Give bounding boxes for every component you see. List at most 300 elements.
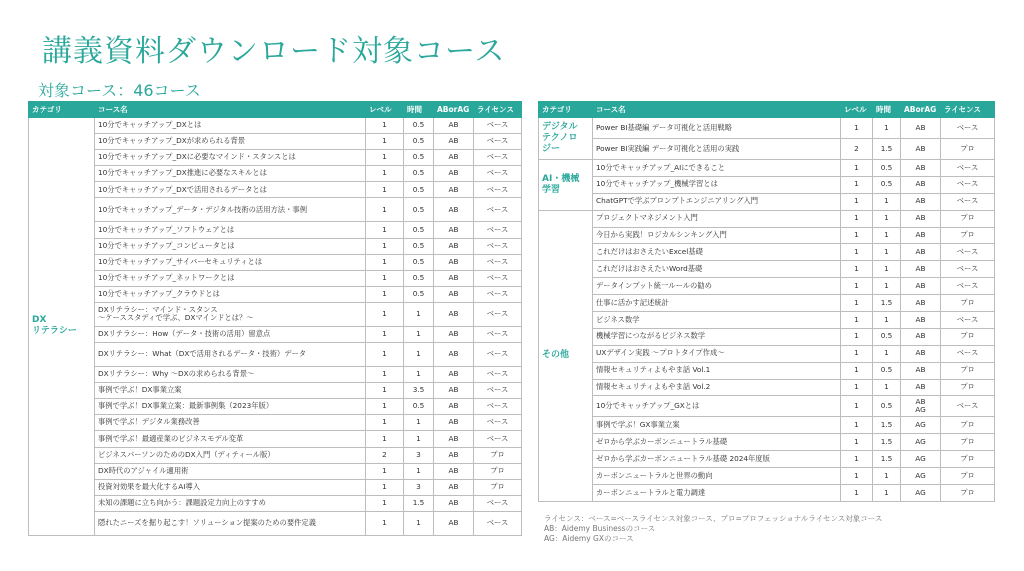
ab-or-ag-cell: AB [901, 118, 941, 139]
time-cell: 1 [873, 485, 901, 502]
level-cell: 1 [841, 362, 873, 379]
table-row [539, 451, 995, 468]
level-cell: 1 [841, 227, 873, 244]
table-row [539, 485, 995, 502]
course-name-cell: 隠れたニーズを掘り起こす！ソリューション提案のための要件定義 [95, 511, 366, 535]
ab-or-ag-cell: AB [434, 198, 474, 222]
table-row [539, 210, 995, 227]
ab-or-ag-cell: AB [901, 345, 941, 362]
time-cell: 0.5 [404, 166, 434, 182]
ab-or-ag-cell: AB [901, 227, 941, 244]
level-cell: 1 [366, 383, 404, 399]
level-cell: 1 [841, 434, 873, 451]
course-name-cell: これだけはおさえたいWord基礎 [593, 261, 841, 278]
table-row [539, 468, 995, 485]
table-row [539, 227, 995, 244]
course-name-cell: 事例で学ぶ！DX事業立案 [95, 383, 366, 399]
table-row [29, 270, 522, 286]
ab-or-ag-cell: AB [434, 326, 474, 342]
course-name-cell: 10分でキャッチアップ_ソフトウェアとは [95, 222, 366, 238]
license-cell: ベース [474, 326, 522, 342]
course-name-cell: DXリテラシー：Why ～DXの求められる背景～ [95, 367, 366, 383]
ab-or-ag-cell: AB [901, 244, 941, 261]
time-cell: 0.5 [873, 396, 901, 417]
course-name-cell: ビジネスパーソンのためのDX入門（ディティール版） [95, 447, 366, 463]
course-name-cell: 10分でキャッチアップ_サイバーセキュリティとは [95, 254, 366, 270]
course-name-cell: 事例で学ぶ！DX事業立案：最新事例集（2023年版） [95, 399, 366, 415]
ag-note: AG：Aidemy GXのコース [544, 534, 634, 543]
license-cell: プロ [474, 479, 522, 495]
time-cell: 1 [404, 511, 434, 535]
time-cell: 1.5 [873, 417, 901, 434]
table-row [29, 511, 522, 535]
license-cell: ベース [474, 150, 522, 166]
time-cell: 1 [873, 193, 901, 210]
time-cell: 0.5 [404, 150, 434, 166]
time-cell: 1.5 [404, 495, 434, 511]
header-level: レベル [366, 102, 404, 118]
license-cell: プロ [941, 485, 995, 502]
license-cell: プロ [941, 417, 995, 434]
header-time: 時間 [873, 102, 901, 118]
header-ab-or-ag: ABorAG [434, 102, 474, 118]
table-row [29, 166, 522, 182]
course-name-cell: DXリテラシー：マインド・スタンス ～ケーススタディで学ぶ、DXマインドとは？～ [95, 302, 366, 326]
level-cell: 1 [841, 451, 873, 468]
license-cell: プロ [941, 295, 995, 312]
license-cell: プロ [941, 227, 995, 244]
ab-or-ag-cell: AB [901, 176, 941, 193]
time-cell: 1 [873, 261, 901, 278]
ab-or-ag-cell: AG [901, 485, 941, 502]
license-cell: プロ [941, 468, 995, 485]
ab-or-ag-cell: AB [434, 238, 474, 254]
table-row [29, 463, 522, 479]
level-cell: 1 [366, 511, 404, 535]
table-row [539, 261, 995, 278]
course-name-cell: ChatGPTで学ぶプロンプトエンジニアリング入門 [593, 193, 841, 210]
ab-or-ag-cell: AB [434, 222, 474, 238]
course-name-cell: UXデザイン実践 ～プロトタイプ作成～ [593, 345, 841, 362]
ab-or-ag-cell: AB [434, 447, 474, 463]
table-row [539, 417, 995, 434]
time-cell: 1 [873, 210, 901, 227]
ab-or-ag-cell: AG [901, 468, 941, 485]
license-cell: ベース [474, 134, 522, 150]
table-row [29, 150, 522, 166]
table-row [29, 198, 522, 222]
course-name-cell: プロジェクトマネジメント入門 [593, 210, 841, 227]
table-row [29, 118, 522, 134]
time-cell: 0.5 [404, 222, 434, 238]
time-cell: 1.5 [873, 451, 901, 468]
course-name-cell: これだけはおさえたいExcel基礎 [593, 244, 841, 261]
level-cell: 1 [366, 495, 404, 511]
table-row [29, 343, 522, 367]
ab-or-ag-cell: AG [901, 417, 941, 434]
course-name-cell: 10分でキャッチアップ_クラウドとは [95, 286, 366, 302]
time-cell: 0.5 [404, 134, 434, 150]
level-cell: 1 [841, 118, 873, 139]
course-name-cell: 10分でキャッチアップ_データ・デジタル技術の活用方法・事例 [95, 198, 366, 222]
ab-or-ag-cell: AB [434, 495, 474, 511]
ab-or-ag-cell: AB [434, 415, 474, 431]
ab-or-ag-cell: AB [434, 182, 474, 198]
course-name-cell: 今日から実践！ロジカルシンキング入門 [593, 227, 841, 244]
course-count: 対象コース：46コース [38, 81, 201, 100]
table-row [29, 399, 522, 415]
time-cell: 1 [873, 244, 901, 261]
ab-or-ag-cell: AB [434, 166, 474, 182]
category-cell: AI・機械 学習 [539, 160, 593, 211]
header-course-name: コース名 [593, 102, 841, 118]
time-cell: 0.5 [404, 399, 434, 415]
level-cell: 1 [366, 415, 404, 431]
level-cell: 1 [841, 396, 873, 417]
time-cell: 1 [404, 343, 434, 367]
course-name-cell: DXリテラシー：How（データ・技術の活用）留意点 [95, 326, 366, 342]
header-license: ライセンス [474, 102, 522, 118]
category-cell: DX リテラシー [29, 118, 95, 536]
level-cell: 1 [366, 463, 404, 479]
table-row [539, 278, 995, 295]
ab-or-ag-cell: AB [434, 431, 474, 447]
time-cell: 1.5 [873, 295, 901, 312]
level-cell: 1 [841, 261, 873, 278]
license-cell: ベース [474, 166, 522, 182]
table-row [539, 379, 995, 396]
course-name-cell: 情報セキュリティよもやま話 Vol.2 [593, 379, 841, 396]
course-name-cell: 機械学習につながるビジネス数学 [593, 328, 841, 345]
time-cell: 1 [404, 302, 434, 326]
table-row [29, 431, 522, 447]
level-cell: 1 [841, 244, 873, 261]
level-cell: 1 [841, 312, 873, 329]
time-cell: 1 [873, 468, 901, 485]
time-cell: 0.5 [404, 118, 434, 134]
level-cell: 1 [841, 468, 873, 485]
time-cell: 1.5 [873, 139, 901, 160]
ab-or-ag-cell: AB [434, 367, 474, 383]
license-cell: ベース [941, 176, 995, 193]
header-license: ライセンス [941, 102, 995, 118]
course-name-cell: 10分でキャッチアップ_コンピュータとは [95, 238, 366, 254]
right-course-table [538, 101, 995, 502]
header-course-name: コース名 [95, 102, 366, 118]
course-name-cell: 事例で学ぶ！デジタル業務改善 [95, 415, 366, 431]
time-cell: 1 [873, 345, 901, 362]
course-name-cell: 10分でキャッチアップ_ネットワークとは [95, 270, 366, 286]
time-cell: 3 [404, 447, 434, 463]
level-cell: 1 [366, 134, 404, 150]
level-cell: 1 [366, 270, 404, 286]
level-cell: 1 [366, 150, 404, 166]
ab-or-ag-cell: AB [901, 295, 941, 312]
course-name-cell: 投資対効果を最大化するAI導入 [95, 479, 366, 495]
license-cell: ベース [941, 312, 995, 329]
level-cell: 1 [366, 302, 404, 326]
course-name-cell: 仕事に活かす記述統計 [593, 295, 841, 312]
category-cell: デジタル テクノロ ジー [539, 118, 593, 160]
table-row [29, 286, 522, 302]
table-row [29, 222, 522, 238]
time-cell: 0.5 [404, 238, 434, 254]
table-row [539, 434, 995, 451]
ab-note: AB：Aidemy Businessのコース [544, 524, 656, 533]
time-cell: 1.5 [873, 434, 901, 451]
level-cell: 1 [366, 367, 404, 383]
time-cell: 1 [873, 227, 901, 244]
table-row [29, 238, 522, 254]
license-cell: プロ [941, 210, 995, 227]
ab-or-ag-cell: AB [901, 160, 941, 177]
time-cell: 1 [404, 326, 434, 342]
course-name-cell: 未知の課題に立ち向かう：課題設定力向上のすすめ [95, 495, 366, 511]
ab-or-ag-cell: AB [901, 328, 941, 345]
course-name-cell: データインプット統一ルールの勧め [593, 278, 841, 295]
level-cell: 1 [841, 193, 873, 210]
license-cell: プロ [941, 328, 995, 345]
ab-or-ag-cell: AB [901, 278, 941, 295]
course-name-cell: 事例で学ぶ！最適産業のビジネスモデル変革 [95, 431, 366, 447]
table-row [29, 182, 522, 198]
license-cell: ベース [474, 302, 522, 326]
course-name-cell: Power BI実践編 データ可視化と活用の実践 [593, 139, 841, 160]
time-cell: 0.5 [873, 362, 901, 379]
level-cell: 1 [841, 176, 873, 193]
time-cell: 0.5 [404, 254, 434, 270]
level-cell: 1 [366, 254, 404, 270]
time-cell: 1 [404, 463, 434, 479]
ab-or-ag-cell: AB [434, 150, 474, 166]
course-name-cell: 10分でキャッチアップ_DXとは [95, 118, 366, 134]
table-header-row [29, 102, 522, 118]
license-cell: ベース [474, 383, 522, 399]
table-row [29, 134, 522, 150]
time-cell: 0.5 [873, 176, 901, 193]
level-cell: 1 [841, 295, 873, 312]
ab-or-ag-cell: AB [434, 286, 474, 302]
license-cell: プロ [474, 463, 522, 479]
level-cell: 1 [841, 485, 873, 502]
ab-or-ag-cell: AB [434, 302, 474, 326]
level-cell: 1 [841, 328, 873, 345]
table-row [539, 160, 995, 177]
course-name-cell: DXリテラシー：What（DXで活用されるデータ・技術）データ [95, 343, 366, 367]
ab-or-ag-cell: AB [434, 463, 474, 479]
level-cell: 1 [366, 166, 404, 182]
course-name-cell: 事例で学ぶ！GX事業立案 [593, 417, 841, 434]
license-cell: ベース [474, 343, 522, 367]
level-cell: 1 [366, 182, 404, 198]
level-cell: 1 [366, 326, 404, 342]
ab-or-ag-cell: AB [434, 511, 474, 535]
course-name-cell: 10分でキャッチアップ_DXで活用されるデータとは [95, 182, 366, 198]
level-cell: 1 [366, 343, 404, 367]
ab-or-ag-cell: AB [434, 479, 474, 495]
level-cell: 1 [841, 379, 873, 396]
course-name-cell: 10分でキャッチアップ_DXが求められる背景 [95, 134, 366, 150]
page-title: 講義資料ダウンロード対象コース [42, 34, 506, 69]
time-cell: 1 [404, 367, 434, 383]
level-cell: 1 [841, 417, 873, 434]
time-cell: 1 [404, 415, 434, 431]
license-cell: ベース [474, 286, 522, 302]
course-name-cell: ゼロから学ぶカーボンニュートラル基礎 [593, 434, 841, 451]
table-row [29, 415, 522, 431]
license-cell: ベース [941, 345, 995, 362]
ab-or-ag-cell: AB [901, 261, 941, 278]
ab-or-ag-cell: AB [434, 383, 474, 399]
header-ab-or-ag: ABorAG [901, 102, 941, 118]
license-cell: ベース [474, 238, 522, 254]
course-name-cell: 10分でキャッチアップ_機械学習とは [593, 176, 841, 193]
license-cell: ベース [941, 278, 995, 295]
ab-or-ag-cell: AB [434, 270, 474, 286]
table-row [539, 118, 995, 139]
time-cell: 0.5 [404, 198, 434, 222]
course-name-cell: 10分でキャッチアップ_AIにできること [593, 160, 841, 177]
level-cell: 1 [366, 479, 404, 495]
level-cell: 1 [366, 431, 404, 447]
time-cell: 0.5 [404, 286, 434, 302]
table-row [539, 396, 995, 417]
ab-or-ag-cell: AB [901, 193, 941, 210]
license-cell: ベース [474, 495, 522, 511]
license-cell: ベース [474, 511, 522, 535]
table-row [539, 176, 995, 193]
course-name-cell: カーボンニュートラルと世界の動向 [593, 468, 841, 485]
level-cell: 2 [841, 139, 873, 160]
header-category: カテゴリ [29, 102, 95, 118]
ab-or-ag-cell: AB [434, 399, 474, 415]
license-cell: プロ [941, 139, 995, 160]
table-row [539, 139, 995, 160]
level-cell: 1 [366, 118, 404, 134]
time-cell: 0.5 [404, 182, 434, 198]
table-row [539, 295, 995, 312]
time-cell: 3 [404, 479, 434, 495]
license-cell: ベース [474, 198, 522, 222]
level-cell: 2 [366, 447, 404, 463]
ab-or-ag-cell: AB [434, 254, 474, 270]
license-cell: ベース [941, 396, 995, 417]
license-note: ライセンス：ベース=ベースライセンス対象コース、プロ=プロフェッショナルライセンス対象コース [544, 514, 883, 523]
course-name-cell: DX時代のアジャイル適用術 [95, 463, 366, 479]
level-cell: 1 [366, 286, 404, 302]
time-cell: 1 [873, 312, 901, 329]
ab-or-ag-cell: AB [901, 210, 941, 227]
time-cell: 1 [873, 118, 901, 139]
license-cell: ベース [474, 118, 522, 134]
level-cell: 1 [841, 345, 873, 362]
level-cell: 1 [841, 278, 873, 295]
header-category: カテゴリ [539, 102, 593, 118]
table-row [29, 479, 522, 495]
time-cell: 0.5 [873, 328, 901, 345]
ab-or-ag-cell: AB [901, 312, 941, 329]
level-cell: 1 [366, 399, 404, 415]
time-cell: 3.5 [404, 383, 434, 399]
category-cell: その他 [539, 210, 593, 501]
time-cell: 0.5 [404, 270, 434, 286]
time-cell: 0.5 [873, 160, 901, 177]
license-cell: プロ [941, 379, 995, 396]
table-row [29, 447, 522, 463]
license-cell: ベース [474, 415, 522, 431]
table-row [29, 326, 522, 342]
course-name-cell: カーボンニュートラルと電力調達 [593, 485, 841, 502]
license-cell: ベース [941, 118, 995, 139]
table-row [539, 244, 995, 261]
table-header-row [539, 102, 995, 118]
course-name-cell: 情報セキュリティよもやま話 Vol.1 [593, 362, 841, 379]
ab-or-ag-cell: AG [901, 434, 941, 451]
license-cell: ベース [474, 254, 522, 270]
level-cell: 1 [841, 210, 873, 227]
table-row [29, 254, 522, 270]
left-course-table [28, 101, 522, 536]
table-row [29, 495, 522, 511]
license-cell: プロ [474, 447, 522, 463]
table-row [29, 302, 522, 326]
license-cell: ベース [474, 399, 522, 415]
course-name-cell: ゼロから学ぶカーボンニュートラル基礎 2024年度版 [593, 451, 841, 468]
header-time: 時間 [404, 102, 434, 118]
ab-or-ag-cell: AB [901, 379, 941, 396]
license-cell: ベース [941, 261, 995, 278]
license-cell: ベース [474, 182, 522, 198]
table-row [539, 362, 995, 379]
license-cell: ベース [941, 160, 995, 177]
ab-or-ag-cell: AB AG [901, 396, 941, 417]
license-cell: ベース [474, 222, 522, 238]
level-cell: 1 [366, 198, 404, 222]
license-cell: ベース [474, 270, 522, 286]
license-cell: プロ [941, 362, 995, 379]
table-row [539, 328, 995, 345]
license-cell: ベース [941, 244, 995, 261]
license-cell: プロ [941, 434, 995, 451]
license-cell: ベース [474, 367, 522, 383]
time-cell: 1 [873, 379, 901, 396]
time-cell: 1 [873, 278, 901, 295]
course-name-cell: 10分でキャッチアップ_DXに必要なマインド・スタンスとは [95, 150, 366, 166]
ab-or-ag-cell: AB [901, 362, 941, 379]
table-row [539, 193, 995, 210]
table-row [29, 383, 522, 399]
level-cell: 1 [366, 238, 404, 254]
license-cell: ベース [474, 431, 522, 447]
course-name-cell: 10分でキャッチアップ_DX推進に必要なスキルとは [95, 166, 366, 182]
table-row [539, 312, 995, 329]
ab-or-ag-cell: AB [434, 134, 474, 150]
level-cell: 1 [841, 160, 873, 177]
header-level: レベル [841, 102, 873, 118]
course-name-cell: 10分でキャッチアップ_GXとは [593, 396, 841, 417]
table-row [29, 367, 522, 383]
level-cell: 1 [366, 222, 404, 238]
ab-or-ag-cell: AG [901, 451, 941, 468]
course-name-cell: ビジネス数学 [593, 312, 841, 329]
course-name-cell: Power BI基礎編 データ可視化と活用戦略 [593, 118, 841, 139]
ab-or-ag-cell: AB [434, 118, 474, 134]
time-cell: 1 [404, 431, 434, 447]
ab-or-ag-cell: AB [901, 139, 941, 160]
license-cell: ベース [941, 193, 995, 210]
table-row [539, 345, 995, 362]
license-cell: プロ [941, 451, 995, 468]
